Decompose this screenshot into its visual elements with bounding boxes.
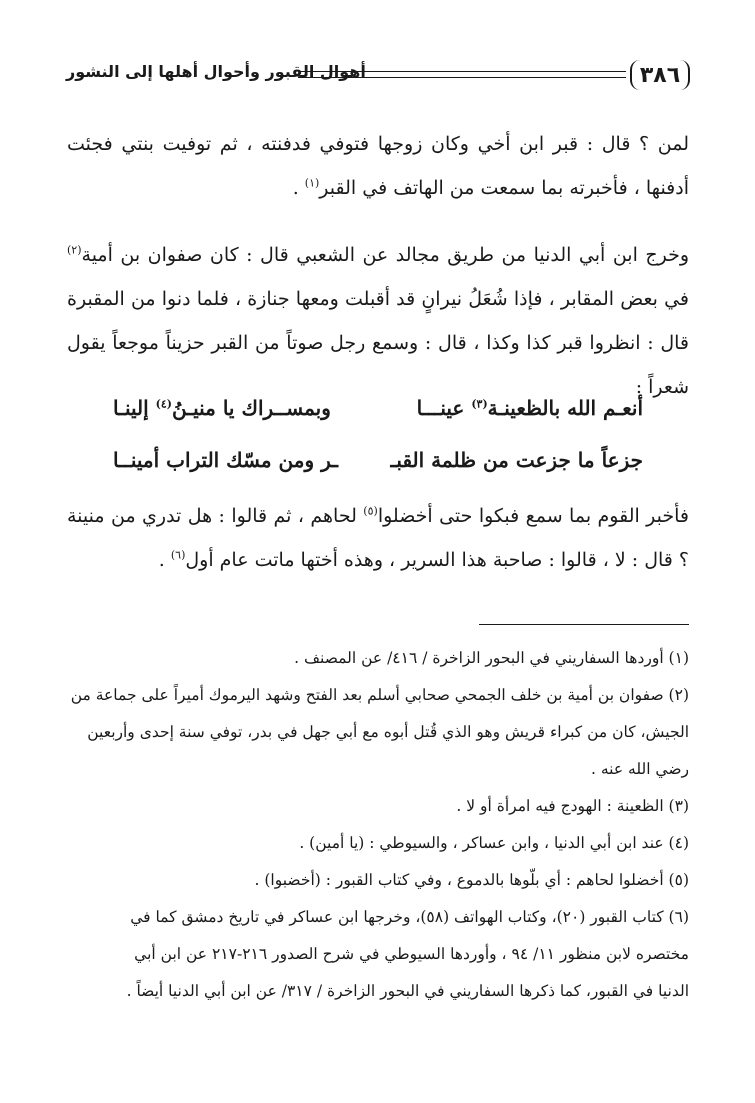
text-line: لمن ؟ قال : قبر ابن أخي وكان زوجها فتوفي فدفنته ، ثم توفيت بنتي فجئت أدفنها ، <box>67 133 689 199</box>
footnote-2: (٢) صفوان بن أمية بن خلف الجمحي صحابي أسلم بعد الفتح وشهد اليرموك أميراً على جماعة من الجيش، كان من كبراء قريش وهو الذي قُتل أبوه مع أبي جهل في بدر، توفي سنة إحدى وأربعين رضي الله عنه . <box>70 686 689 778</box>
text-line: لحاهم ، ثم قالوا : هل تدري من <box>110 505 364 527</box>
paragraph-3 <box>67 494 689 582</box>
poem-verse <box>113 434 643 486</box>
poem <box>113 382 643 486</box>
poem-hemistich: جزعاً ما جزعت من ظلمة القبـ <box>390 448 643 472</box>
poem-hemistich: أنعـم الله بالظعينـة$^{(٣)}$ عينـــا <box>416 396 643 420</box>
running-title: أهوال القبور وأحوال أهلها إلى النشور <box>66 62 366 81</box>
poem-verse <box>113 382 643 434</box>
text-line: بعض المقابر ، فإذا شُعَلُ نيرانٍ قد أقبلت ومعها جنازة ، فلما دنوا من المقبرة قال : انظروا <box>67 288 689 354</box>
footnote-ref: (٥) <box>363 504 378 518</box>
footnote-ref: (١) <box>304 176 320 190</box>
page-header <box>66 60 690 94</box>
text-line: قبر كذا وكذا ، قال : وسمع رجل صوتاً من القبر حزيناً موجعاً يقول شعراً : <box>67 332 689 398</box>
footnote-3: (٣) الظعينة : الهودج فيه امرأة أو لا . <box>456 797 689 815</box>
poem-hemistich: وبمســراك يا منيـنُ$^{(٤)}$ إلينـا <box>113 396 331 420</box>
footnote-separator <box>479 624 689 625</box>
text-line: . <box>292 177 305 199</box>
text-line: . <box>158 549 171 571</box>
page-number: ٣٨٦ <box>630 60 690 90</box>
footnote-6: (٦) كتاب القبور (٢٠)، وكتاب الهواتف (٥٨)، وخرجها ابن عساكر في تاريخ دمشق كما في مختصره لابن منظور ١١/ ٩٤ ، وأوردها السيوطي في شرح الصدور ٢١٦-٢١٧ عن ابن أبي الدنيا في القبور، كما ذكرها السفاريني في البحور الزاخرة / ٣١٧/ عن ابن أبي الدنيا أيضاً . <box>126 908 689 1000</box>
text-line: فأخبرته بما سمعت من الهاتف في القبر <box>319 177 628 199</box>
footnote-5: (٥) أخضلوا لحاهم : أي بلّوها بالدموع ، وفي كتاب القبور : (أخضبوا) . <box>254 871 689 889</box>
text-line: وخرج ابن أبي الدنيا من طريق مجالد عن الشعبي قال : كان صفوان بن أمية <box>81 244 689 266</box>
footnotes <box>67 640 689 1010</box>
text-line: منينة ؟ قال : لا ، قالوا : صاحبة هذا السرير ، وهذه أختها ماتت عام أول <box>67 505 689 571</box>
text-line: في <box>664 288 689 310</box>
text-line: فأخبر القوم بما سمع فبكوا حتى أخضلوا <box>377 505 689 527</box>
footnote-ref: (٣) <box>471 397 488 411</box>
footnote-ref: (٦) <box>170 548 186 562</box>
footnote-4: (٤) عند ابن أبي الدنيا ، وابن عساكر ، والسيوطي : (يا أمين) . <box>299 834 689 852</box>
footnote-ref: (٤) <box>155 397 172 411</box>
poem-hemistich: ـر ومن مسّك التراب أمينــا <box>113 448 339 472</box>
footnote-ref: (٢) <box>67 243 82 257</box>
footnote-1: (١) أوردها السفاريني في البحور الزاخرة / ٤١٦/ عن المصنف . <box>294 649 689 667</box>
paragraph-1 <box>67 122 689 210</box>
